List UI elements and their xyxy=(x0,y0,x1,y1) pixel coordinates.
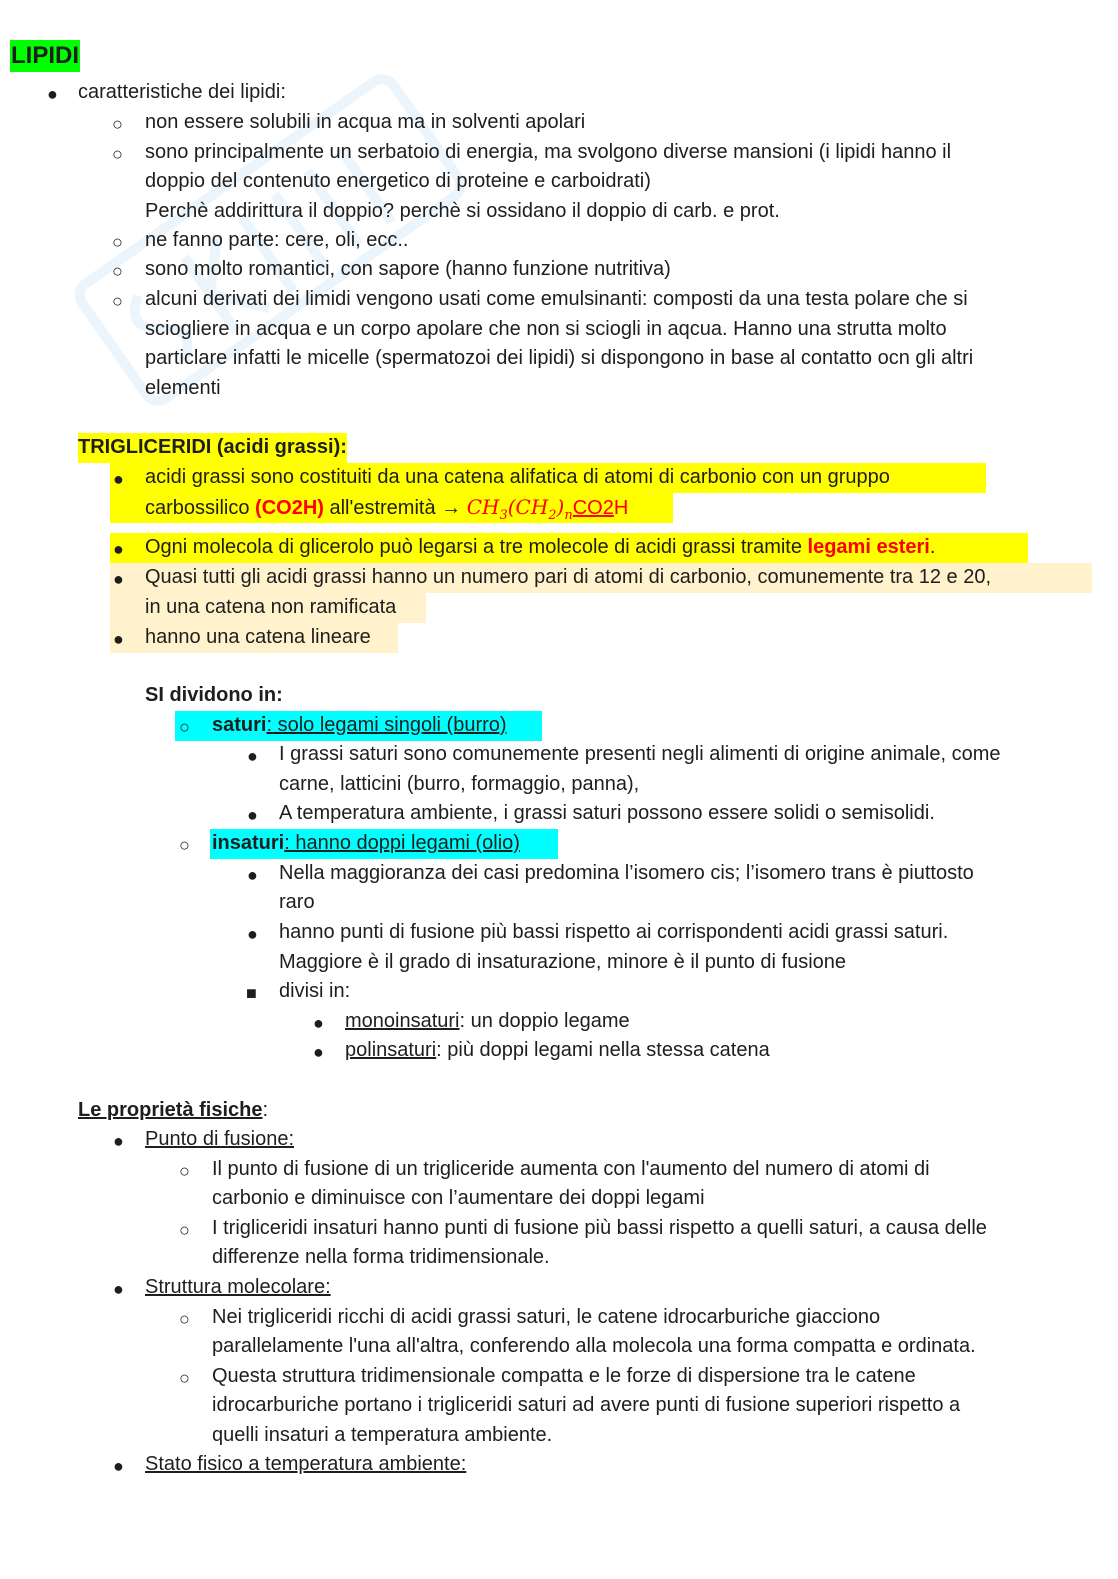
bullet-dot: ● xyxy=(247,865,258,885)
bullet-square: ■ xyxy=(246,983,257,1003)
list-item-formula: carbossilico (CO2H) all'estremità → $CH_3(CH_2)_nCO2H$ xyxy=(145,495,629,523)
bullet-dot: ● xyxy=(247,805,258,825)
list-item-cont: elementi xyxy=(145,377,221,399)
bullet-dot: ● xyxy=(247,924,258,944)
list-item: sono principalmente un serbatoio di energia, ma svolgono diverse mansioni (i lipidi hanno il xyxy=(145,141,952,163)
list-item: non essere solubili in acqua ma in solventi apolari xyxy=(145,111,586,133)
proprieta-heading: Le proprietà fisiche: xyxy=(78,1099,269,1121)
bullet-dot: ● xyxy=(113,1279,124,1299)
list-item: Quasi tutti gli acidi grassi hanno un numero pari di atomi di carbonio, comunemente tra 12 e 20, xyxy=(145,566,992,588)
bullet-dot: ● xyxy=(113,469,124,489)
list-item: Questa struttura tridimensionale compatta e le forze di dispersione tra le catene xyxy=(212,1365,916,1387)
bullet-dot: ● xyxy=(113,1131,124,1151)
caratteristiche-heading: caratteristiche dei lipidi: xyxy=(78,81,286,103)
list-item-cont: carbonio e diminuisce con l’aumentare dei doppi legami xyxy=(212,1187,705,1209)
bullet-dot: ● xyxy=(313,1013,324,1033)
bullet-circle: ○ xyxy=(112,291,123,311)
bullet-dot: ● xyxy=(113,629,124,649)
bullet-dot: ● xyxy=(113,569,124,589)
bullet-circle: ○ xyxy=(179,1309,190,1329)
list-item-cont: in una catena non ramificata xyxy=(145,596,397,618)
saturi-item: saturi: solo legami singoli (burro) xyxy=(212,714,507,736)
bullet-dot: ● xyxy=(47,84,58,104)
bullet-circle: ○ xyxy=(179,717,190,737)
list-item-cont: Maggiore è il grado di insaturazione, minore è il punto di fusione xyxy=(279,951,847,973)
list-item: hanno una catena lineare xyxy=(145,626,371,648)
list-item-cont: idrocarburiche portano i trigliceridi saturi ad avere punti di fusione superiori rispetto a xyxy=(212,1394,961,1416)
list-item: acidi grassi sono costituiti da una catena alifatica di atomi di carbonio con un gruppo xyxy=(145,466,890,488)
bullet-circle: ○ xyxy=(179,1368,190,1388)
list-item: Punto di fusione: xyxy=(145,1128,294,1150)
list-item-cont: sciogliere in acqua e un corpo apolare che non si sciogli in aqcua. Hanno una strutta molto xyxy=(145,318,947,340)
list-item: alcuni derivati dei limidi vengono usati come emulsinanti: composti da una testa polare che si xyxy=(145,288,968,310)
list-item: ne fanno parte: cere, oli, ecc.. xyxy=(145,229,409,251)
list-item: I grassi saturi sono comunemente presenti negli alimenti di origine animale, come xyxy=(279,743,1001,765)
list-item: Nei trigliceridi ricchi di acidi grassi saturi, le catene idrocarburiche giacciono xyxy=(212,1306,881,1328)
list-item-cont: differenze nella forma tridimensionale. xyxy=(212,1246,550,1268)
list-item: Stato fisico a temperatura ambiente: xyxy=(145,1453,467,1475)
bullet-circle: ○ xyxy=(112,232,123,252)
bullet-circle: ○ xyxy=(179,835,190,855)
bullet-circle: ○ xyxy=(179,1220,190,1240)
page-title: LIPIDI xyxy=(10,40,80,72)
bullet-dot: ● xyxy=(113,539,124,559)
list-item: divisi in: xyxy=(279,980,351,1002)
bullet-circle: ○ xyxy=(179,1161,190,1181)
bullet-dot: ● xyxy=(313,1042,324,1062)
insaturi-item: insaturi: hanno doppi legami (olio) xyxy=(212,832,520,854)
list-item: A temperatura ambiente, i grassi saturi possono essere solidi o semisolidi. xyxy=(279,802,935,824)
trigliceridi-heading: TRIGLICERIDI (acidi grassi): xyxy=(78,433,347,463)
list-item: Il punto di fusione di un trigliceride aumenta con l'aumento del numero di atomi di xyxy=(212,1158,930,1180)
list-item: monoinsaturi: un doppio legame xyxy=(345,1010,630,1032)
list-item-cont: particlare infatti le micelle (spermatozoi dei lipidi) si dispongono in base al contatto ocn gli altri xyxy=(145,347,974,369)
list-item: I trigliceridi insaturi hanno punti di fusione più bassi rispetto a quelli saturi, a causa delle xyxy=(212,1217,987,1239)
list-item: Nella maggioranza dei casi predomina l’isomero cis; l’isomero trans è piuttosto xyxy=(279,862,974,884)
list-item: sono molto romantici, con sapore (hanno funzione nutritiva) xyxy=(145,258,671,280)
list-item-cont: doppio del contenuto energetico di proteine e carboidrati) xyxy=(145,170,651,192)
list-item-cont: carne, latticini (burro, formaggio, panna), xyxy=(279,773,640,795)
list-item-cont: Perchè addirittura il doppio? perchè si ossidano il doppio di carb. e prot. xyxy=(145,200,780,222)
list-item: hanno punti di fusione più bassi rispetto ai corrispondenti acidi grassi saturi. xyxy=(279,921,949,943)
bullet-circle: ○ xyxy=(112,261,123,281)
list-item: Ogni molecola di glicerolo può legarsi a tre molecole di acidi grassi tramite legami esteri. xyxy=(145,536,936,558)
formula: $CH_3(CH_2)_n$ xyxy=(466,495,573,523)
bullet-dot: ● xyxy=(247,746,258,766)
list-item: polinsaturi: più doppi legami nella stessa catena xyxy=(345,1039,770,1061)
bullet-circle: ○ xyxy=(112,144,123,164)
list-item-cont: raro xyxy=(279,891,315,913)
bullet-dot: ● xyxy=(113,1456,124,1476)
bullet-circle: ○ xyxy=(112,114,123,134)
list-item-cont: parallelamente l'una all'altra, conferendo alla molecola una forma compatta e ordinata. xyxy=(212,1335,976,1357)
list-item-cont: quelli insaturi a temperatura ambiente. xyxy=(212,1424,553,1446)
list-item: Struttura molecolare: xyxy=(145,1276,331,1298)
dividono-heading: SI dividono in: xyxy=(145,684,283,706)
